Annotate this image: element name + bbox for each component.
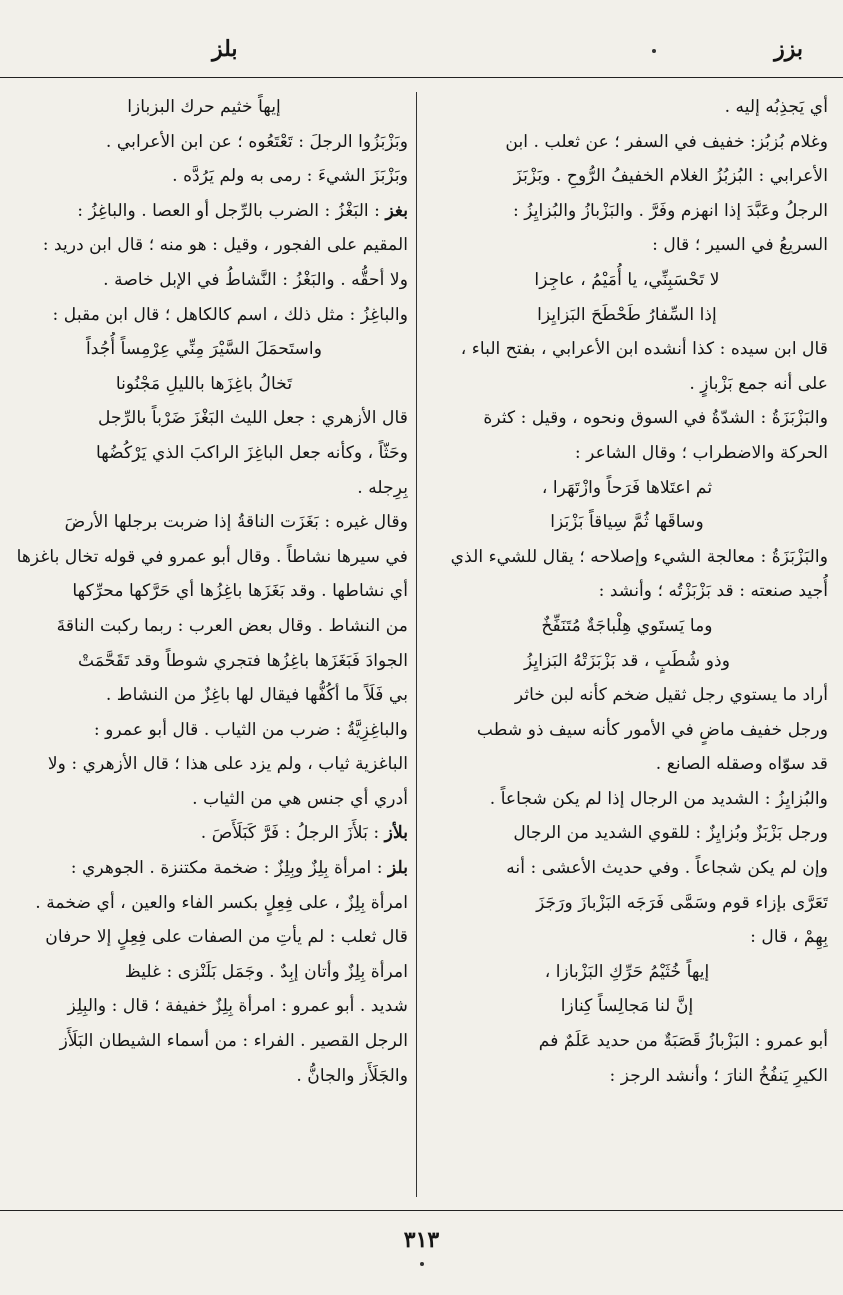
text-line: تَعَرَّى بإزاء قوم وسَمَّى فَرَجَه البَزْبازَ ورَجَزَ: [536, 892, 828, 913]
text-line: الباغزية ثياب ، ولم يزد على هذا ؛ قال الأزهري : ولا: [47, 754, 408, 775]
text-line: والجَلَأَز والجانُّ .: [296, 1065, 408, 1086]
text-line: أُجيد صنعته : قد بَزْبَزْتُه ؛ وأنشد :: [598, 581, 828, 602]
verse-line: وذو شُطَبٍ ، قد بَزْبَزَتْهُ البَزايِزُ: [524, 650, 730, 671]
ink-dot-mark: [652, 49, 656, 53]
text-line: والباغِزِيَّةُ : ضرب من الثياب . قال أبو عمرو :: [93, 719, 408, 740]
entry-line: بلز : امرأة بِلِزٌ وبِلِزٌ : ضخمة مكتنزة . الجوهري :: [70, 858, 408, 879]
verse-line: وساقَها ثُمَّ سِياقاً بَزْبَزا: [550, 512, 704, 533]
ink-dot-mark: [420, 1262, 424, 1266]
text-line: الكيرِ يَنفُخُ النارَ ؛ وأنشد الرجز :: [609, 1065, 828, 1086]
entry-line: بلأز : بَلأَزَ الرجلُ : فَرَّ كَبَلَأَصَ .: [200, 823, 408, 844]
verse-line: تَخالُ باغِزَها بالليلِ مَجْنُونا: [115, 373, 293, 394]
entry-headword: بغز: [385, 200, 408, 221]
verse-line: لا تَحْسَبِنِّي، يا أُمَيْمُ ، عاجِزا: [534, 269, 720, 290]
text-line: الأعرابي : البُزبُزُ الغلام الخفيفُ الرُّوحِ . وبَزْبَزَ: [513, 166, 828, 187]
text-line: الحركة والاضطراب ؛ وقال الشاعر :: [574, 442, 828, 463]
text-line: الرجلُ وعَبَّدَ إذا انهزم وفَرَّ . والبَزْبازُ والبُزايِزُ :: [513, 200, 828, 221]
text-line: قال ثعلب : لم يأتِ من الصفات على فِعِلٍ إلا حرفان: [45, 927, 408, 948]
text-line: أي يَجذِبُه إليه .: [724, 97, 828, 117]
text-line: وحَثّاً ، وكأنه جعل الباغِزَ الراكبَ الذي يَرْكُضُها: [95, 442, 408, 463]
text-line: والباغِزُ : مثل ذلك ، اسم كالكاهل ؛ قال ابن مقبل :: [52, 304, 408, 325]
verse-line: واستَحمَلَ السَّيْرَ مِنِّي عِرْمِساً أُجُداً: [85, 339, 322, 360]
text-line: وإن لم يكن شجاعاً . وفي حديث الأعشى : أنه: [506, 858, 828, 879]
text-line: والبَزْبَزَةُ : الشدّةُ في السوق ونحوه ، وقيل : كثرة: [483, 408, 828, 429]
right-column: [426, 90, 828, 1200]
text-line: ولا أحقُّه . والبَغْزُ : النَّشاطُ في الإبل خاصة .: [103, 269, 408, 290]
text-line: في سيرها نشاطاً . وقال أبو عمرو في قوله تخال باغزها: [16, 546, 408, 567]
text-line: وقال غيره : بَغَزَت الناقةُ إذا ضربت برجلها الأرضَ: [64, 512, 408, 533]
header-root-word: بزز: [774, 36, 803, 62]
text-line: بِهِمْ ، قال :: [750, 927, 828, 948]
text-line: أدري أي جنس هي من الثياب .: [192, 788, 408, 809]
text-line: من النشاط . وقال بعض العرب : ربما ركبت الناقةَ: [56, 615, 408, 636]
text-line: بي فَلَاً ما أكُفُّها فيقال لها باغِزٌ من النشاط .: [105, 685, 408, 706]
text-line: امرأة بِلِزٌ ، على فِعِلٍ بكسر الفاء والعين ، أي ضخمة .: [35, 892, 408, 913]
text-line: أي نشاطها . وقد بَغَزَها باغِزُها أي حَرَّكها محرِّكها: [72, 581, 408, 602]
entry-headword: بلأز: [384, 823, 408, 844]
footer-rule: [0, 1210, 843, 1211]
text-line: بِرِجله .: [357, 477, 408, 498]
verse-line: ثم اعتَلاها فَرَحاً وازْتَهَرا ،: [541, 477, 713, 498]
verse-line: وما يَستَوي هِلْباجَةٌ مُتَنَفِّخٌ: [541, 615, 713, 636]
text-line: الجوادَ فَبَغَزَها باغِزُها فتجري شوطاً وقد تَقَحَّمَتْ: [77, 650, 408, 671]
verse-line: إذا السِّفارُ طَحْطَحَ البَزايِزا: [537, 304, 717, 325]
verse-line: إنَّ لنا مَجالِساً كِنازا: [560, 996, 694, 1017]
entry-headword: بلز: [388, 858, 408, 879]
column-divider: [416, 92, 417, 1197]
text-line: ورجل بَزْبَزٌ وبُزايِزٌ : للقوي الشديد من الرجال: [513, 823, 828, 844]
left-column: [0, 90, 408, 1200]
text-line: السريعُ في السير ؛ قال :: [652, 235, 828, 256]
text-line: على أنه جمع بَزْبازٍ .: [689, 373, 828, 394]
text-line: الرجل القصير . الفراء : من أسماء الشيطان البَلَأَز: [59, 1031, 408, 1052]
text-line: والبُزايِزُ : الشديد من الرجال إذا لم يكن شجاعاً .: [489, 788, 828, 809]
text-line: وبَزْبَزَ الشيءَ : رمى به ولم يَرُدَّه .: [172, 166, 408, 187]
text-line: أراد ما يستوي رجل ثقيل ضخم كأنه لبن خاثر: [514, 685, 828, 706]
text-line: وغلام بُزبُز: خفيف في السفر ؛ عن ثعلب . ابن: [505, 131, 828, 152]
page-number: ٣١٣: [403, 1227, 440, 1253]
text-line: شديد . أبو عمرو : امرأة بِلِزٌ خفيفة ؛ قال : والبِلِز: [67, 996, 408, 1017]
text-line: أبو عمرو : البَزْبازُ قَصَبَةٌ من حديد عَلَمٌ فم: [538, 1031, 828, 1052]
header-running-word: بلز: [212, 36, 238, 62]
text-line: ورجل خفيف ماضٍ في الأمور كأنه سيف ذو شطب: [476, 719, 828, 740]
text-line: وبَزْبَزُوا الرجلَ : تَعْتَعُوه ؛ عن ابن الأعرابي .: [105, 131, 408, 152]
text-line: قال الأزهري : جعل الليث البَغْزَ ضَرْباً بالرِّجل: [97, 408, 408, 429]
header-rule: [0, 77, 843, 78]
text-line: امرأة بِلِزٌ وأتان إبِدٌ . وجَمَل بَلَنْزى : غليظ: [124, 961, 408, 982]
verse-line: إيهاً خُثَيْمُ حَرِّكِ البَزْبازا ،: [544, 961, 710, 982]
text-line: قد سوّاه وصقله الصانع .: [655, 754, 828, 775]
entry-line: بغز : البَغْزُ : الضرب بالرِّجل أو العصا . والباغِزُ :: [77, 200, 408, 221]
verse-line: إيهاً خثيم حرك البزبازا: [127, 97, 281, 117]
text-line: والبَزْبَزَةُ : معالجة الشيء وإصلاحه ؛ يقال للشيء الذي: [450, 546, 828, 567]
text-line: قال ابن سيده : كذا أنشده ابن الأعرابي ، بفتح الباء ،: [460, 339, 828, 360]
text-line: المقيم على الفجور ، وقيل : هو منه ؛ قال ابن دريد :: [42, 235, 408, 256]
